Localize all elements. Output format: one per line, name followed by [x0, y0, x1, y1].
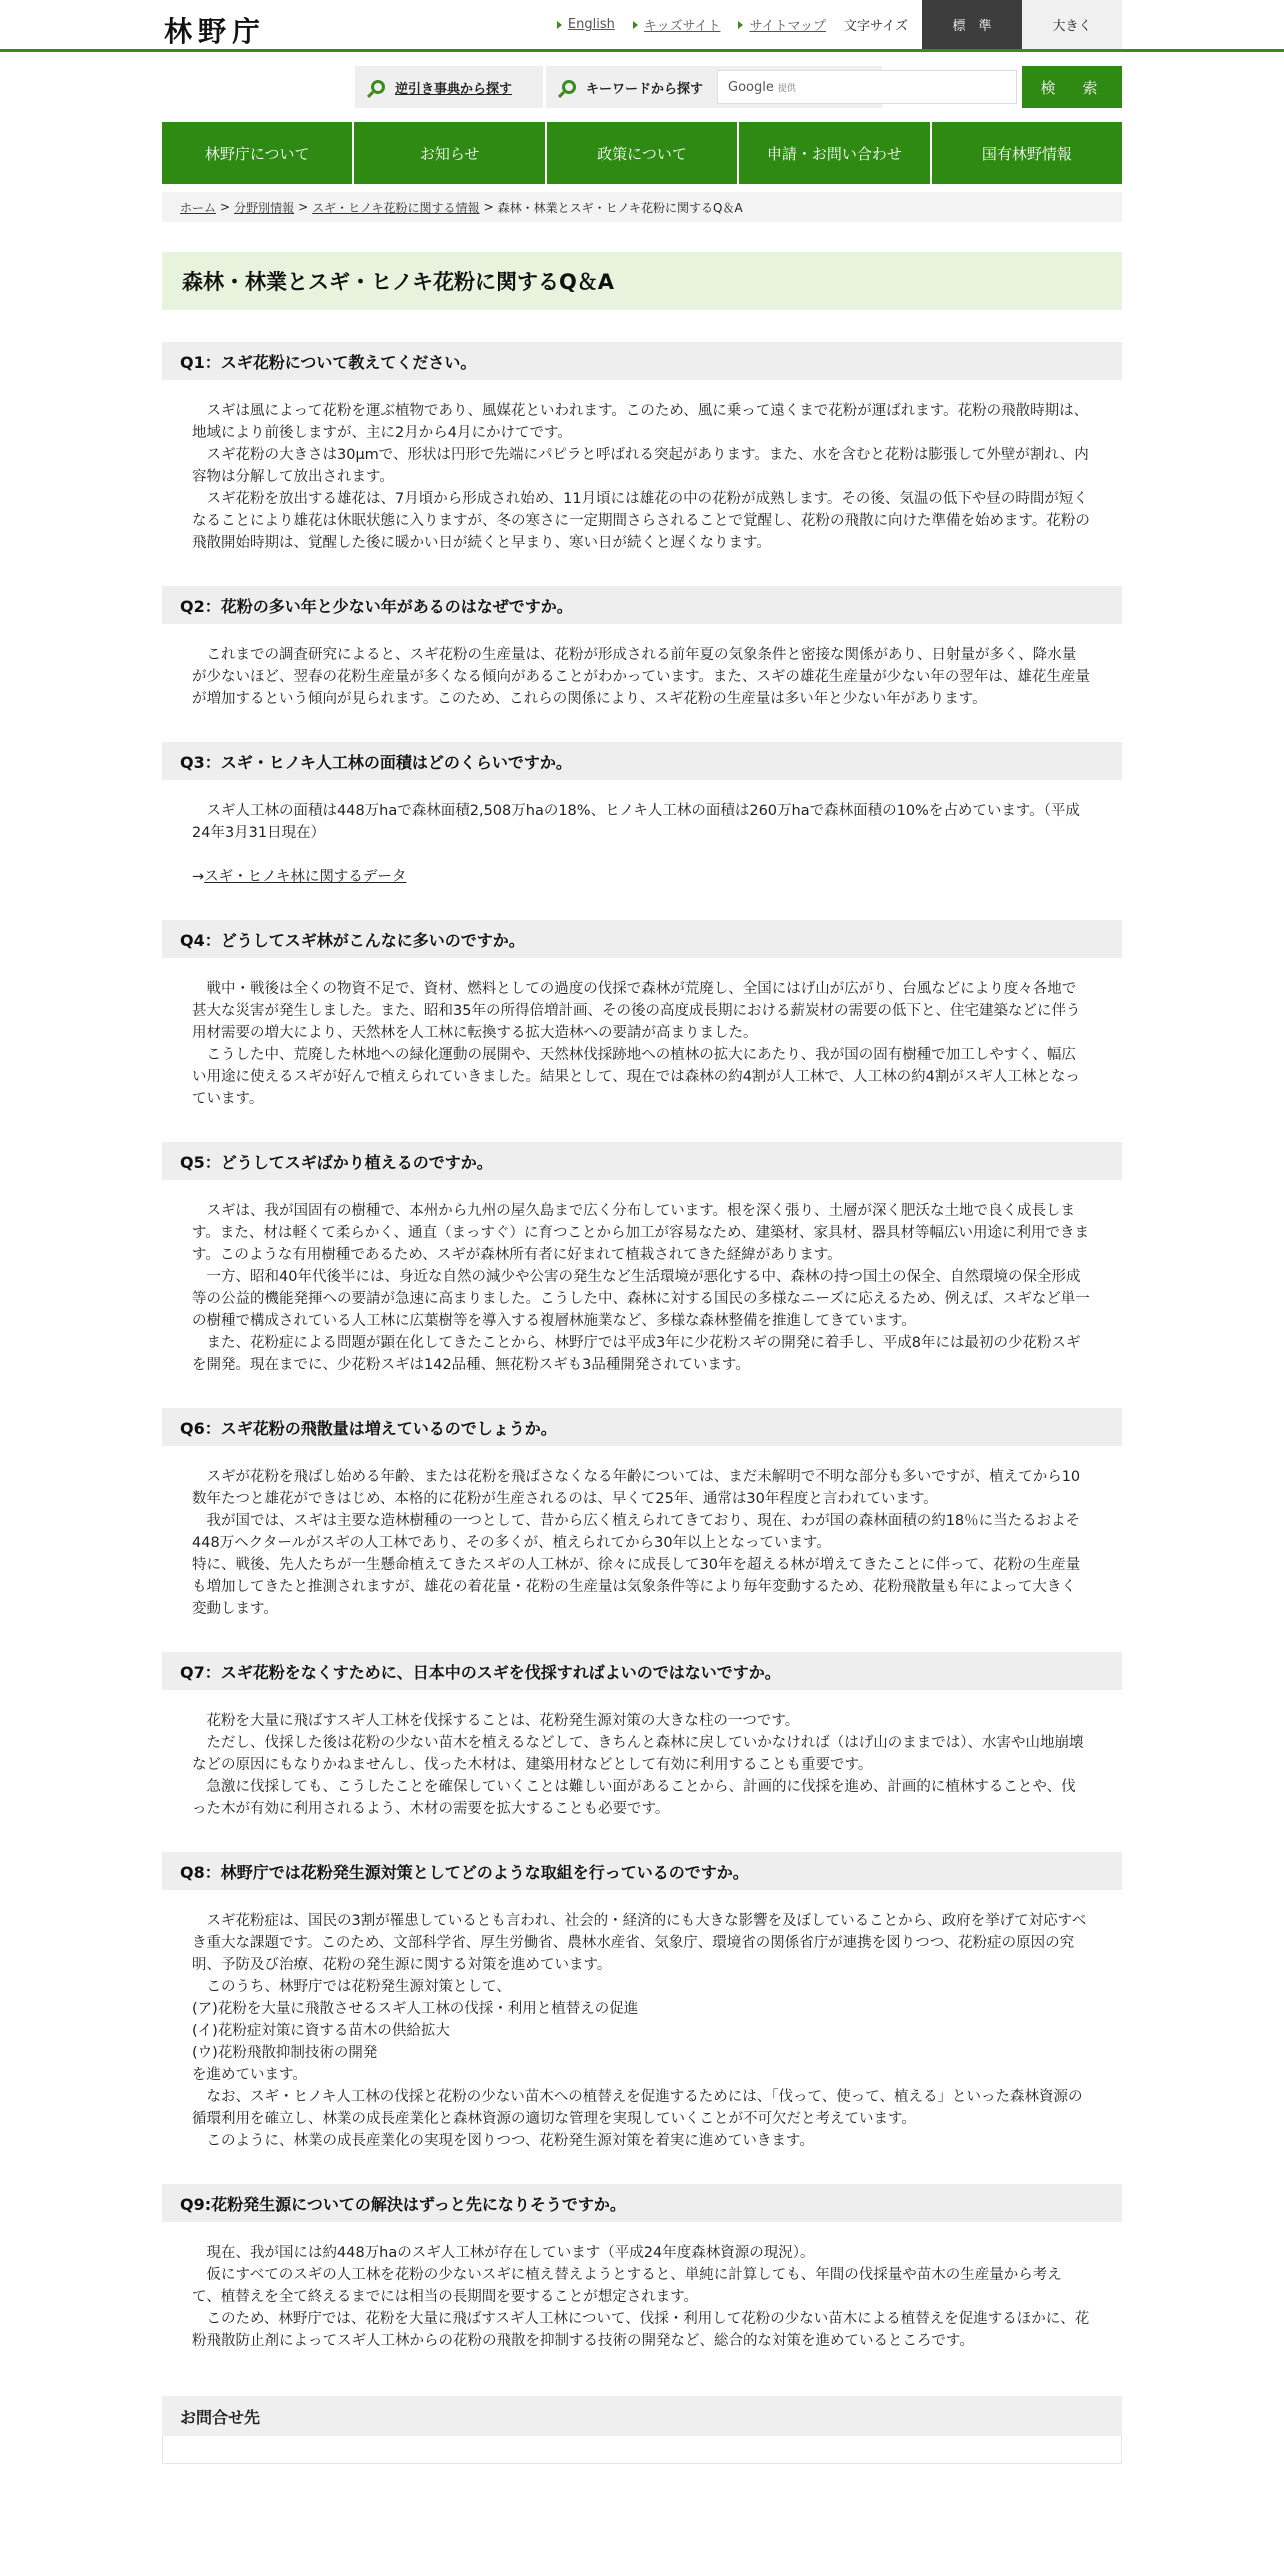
question-heading: Q1：スギ花粉について教えてください。 [162, 342, 1122, 380]
nav-item-policy[interactable]: 政策について [547, 122, 739, 184]
contact-box [162, 2436, 1122, 2464]
question-heading: Q7：スギ花粉をなくすために、日本中のスギを伐採すればよいのではないですか。 [162, 1652, 1122, 1690]
answer-paragraph: なお、スギ・ヒノキ人工林の伐採と花粉の少ない苗木への植替えを促進するためには、「伐って、使って、植える」といった森林資源の循環利用を確立し、林業の成長産業化と森林資源の適切な管理を実現していくことが不可欠だと考えています。 [192, 2089, 1083, 2127]
answer-body [162, 1690, 1122, 1820]
global-nav [162, 122, 1122, 184]
answer-paragraph: 仮にすべてのスギの人工林を花粉の少ないスギに植え替えようとすると、単純に計算しても、年間の伐採量や苗木の生産量から考えて、植替えを全て終えるまでには相当の長期間を要することが想定されます。 [192, 2267, 1062, 2305]
triangle-icon [633, 21, 638, 29]
faq-q3 [162, 742, 1122, 888]
search-icon [371, 80, 385, 94]
faq-q9 [162, 2184, 1122, 2352]
breadcrumb-pollen-info[interactable]: スギ・ヒノキ花粉に関する情報 [312, 200, 480, 215]
faq-q2 [162, 586, 1122, 710]
list-item: (ウ)花粉飛散抑制技術の開発 [192, 2045, 378, 2061]
faq-q5 [162, 1142, 1122, 1376]
search-input[interactable] [717, 70, 1017, 104]
answer-paragraph: を進めています。 [192, 2067, 307, 2083]
list-item: (ア)花粉を大量に飛散させるスギ人工林の伐採・利用と植替えの促進 [192, 2001, 639, 2017]
search-row [162, 66, 1122, 108]
nav-item-national-forest[interactable]: 国有林野情報 [981, 144, 1072, 163]
answer-paragraph: スギ花粉の大きさは30μmで、形状は円形で先端にパピラと呼ばれる突起があります。また、水を含むと花粉は膨張して外壁が割れ、内容物は分解して放出されます。 [192, 447, 1089, 485]
answer-paragraph: これまでの調査研究によると、スギ花粉の生産量は、花粉が形成される前年夏の気象条件と密接な関係があり、日射量が多く、降水量が少ないほど、翌春の花粉生産量が多くなる傾向があることがわかっています。また、スギの雄花生産量が少ない年の翌年は、雄花生産量が増加するという傾向が見られます。このため、これらの関係により、スギ花粉の生産量は多い年と少ない年があります。 [192, 647, 1090, 707]
arrow-icon: → [192, 869, 205, 885]
search-icon [562, 80, 576, 94]
faq-q6 [162, 1408, 1122, 1620]
answer-paragraph: ただし、伐採した後は花粉の少ない苗木を植えるなどして、きちんと森林に戻していかなければ（はげ山のままでは）、水害や山地崩壊などの原因にもなりかねませんし、伐った木材は、建築用材などとして有効に利用することも重要です。 [192, 1735, 1084, 1773]
answer-paragraph: スギ花粉を放出する雄花は、7月頃から形成され始め、11月頃には雄花の中の花粉が成熟します。その後、気温の低下や昼の時間が短くなることにより雄花は休眠状態に入りますが、冬の寒さに一定期間さらされることで覚醒し、花粉の飛散に向けた準備を始めます。花粉の飛散開始時期は、覚醒した後に暖かい日が続くと早まり、寒い日が続くと遅くなります。 [192, 491, 1090, 551]
main-content [162, 252, 1122, 2464]
google-provided-label: 提供 [777, 83, 796, 94]
answer-body [162, 780, 1122, 888]
page-title: 森林・林業とスギ・ヒノキ花粉に関するQ＆A [162, 252, 1122, 310]
answer-paragraph: このように、林業の成長産業化の実現を図りつつ、花粉発生源対策を着実に進めていきます。 [206, 2133, 814, 2149]
utility-bar [557, 0, 1122, 49]
answer-body [162, 958, 1122, 1110]
answer-body [162, 1890, 1122, 2152]
nav-item-about[interactable]: 林野庁について [162, 122, 354, 184]
font-size-large-button[interactable]: 大きく [1022, 0, 1122, 49]
question-heading: Q4：どうしてスギ林がこんなに多いのですか。 [162, 920, 1122, 958]
font-size-normal-button[interactable]: 標 準 [922, 0, 1022, 49]
triangle-icon [738, 21, 743, 29]
related-link-row [192, 866, 1090, 888]
breadcrumb: ホーム > 分野別情報 > スギ・ヒノキ花粉に関する情報 > 森林・林業とスギ・ヒノキ花粉に関するQ＆A [162, 192, 1122, 222]
answer-paragraph: 我が国では、スギは主要な造林樹種の一つとして、昔から広く植えられてきており、現在、わが国の森林面積の約18％に当たるおよそ448万ヘクタールがスギの人工林であり、その多くが、植えられてから30年以上となっています。 [192, 1513, 1081, 1551]
index-search-button[interactable]: 逆引き事典から探す [355, 66, 543, 108]
answer-body [162, 380, 1122, 554]
sugi-hinoki-data-link[interactable]: スギ・ヒノキ林に関するデータ [204, 869, 407, 885]
answer-body [162, 624, 1122, 710]
answer-paragraph: スギは、我が国固有の樹種で、本州から九州の屋久島まで広く分布しています。根を深く張り、土層が深く肥沃な土地で良く成長します。また、材は軽くて柔らかく、通直（まっすぐ）に育つことから加工が容易なため、建築材、家具材、器具材等幅広い用途に利用できます。このような有用樹種であるため、スギが森林所有者に好まれて植栽されてきた経緯があります。 [192, 1203, 1089, 1263]
answer-paragraph: スギは風によって花粉を運ぶ植物であり、風媒花といわれます。このため、風に乗って遠くまで花粉が運ばれます。花粉の飛散時期は、地域により前後しますが、主に2月から4月にかけてです。 [192, 403, 1089, 441]
answer-paragraph: また、花粉症による問題が顕在化してきたことから、林野庁では平成3年に少花粉スギの開発に着手し、平成8年には最初の少花粉スギを開発。現在までに、少花粉スギは142品種、無花粉スギも3品種開発されています。 [192, 1335, 1081, 1373]
answer-body [162, 2222, 1122, 2352]
kids-site-link[interactable]: キッズサイト [633, 15, 721, 34]
google-label: Google [728, 79, 774, 95]
question-heading: Q2：花粉の多い年と少ない年があるのはなぜですか。 [162, 586, 1122, 624]
answer-paragraph: このため、林野庁では、花粉を大量に飛ばすスギ人工林について、伐採・利用して花粉の少ない苗木による植替えを促進するほかに、花粉飛散防止剤によってスギ人工林からの花粉の飛散を抑制する技術の開発など、総合的な対策を進めているところです。 [192, 2311, 1090, 2349]
nav-item-news[interactable]: お知らせ [354, 122, 546, 184]
answer-paragraph: スギ人工林の面積は448万haで森林面積2,508万haの18%、ヒノキ人工林の面積は260万haで森林面積の10%を占めています。（平成24年3月31日現在） [192, 803, 1080, 841]
keyword-search-label: キーワードから探す [546, 66, 882, 108]
site-logo[interactable]: 林野庁 [164, 15, 267, 48]
site-header [0, 0, 1284, 52]
faq-q7 [162, 1652, 1122, 1820]
answer-paragraph: 急激に伐採しても、こうしたことを確保していくことは難しい面があることから、計画的に伐採を進め、計画的に植林することや、伐った木が有効に利用されるよう、木材の需要を拡大することも必要です。 [192, 1779, 1076, 1817]
faq-q8 [162, 1852, 1122, 2152]
answer-paragraph: 花粉を大量に飛ばすスギ人工林を伐採することは、花粉発生源対策の大きな柱の一つです。 [206, 1713, 800, 1729]
sitemap-link[interactable]: サイトマップ [738, 15, 826, 34]
breadcrumb-current: 森林・林業とスギ・ヒノキ花粉に関するQ＆A [497, 200, 743, 215]
faq-q4 [162, 920, 1122, 1110]
breadcrumb-home[interactable]: ホーム [180, 200, 217, 215]
english-link[interactable]: English [557, 17, 615, 32]
triangle-icon [557, 21, 562, 29]
contact-heading: お問合せ先 [162, 2396, 1122, 2436]
question-heading: Q8：林野庁では花粉発生源対策としてどのような取組を行っているのですか。 [162, 1852, 1122, 1890]
question-heading: Q6：スギ花粉の飛散量は増えているのでしょうか。 [162, 1408, 1122, 1446]
faq-q1 [162, 342, 1122, 554]
answer-paragraph: スギが花粉を飛ばし始める年齢、または花粉を飛ばさなくなる年齢については、まだ未解明で不明な部分も多いですが、植えてから10数年たつと雄花ができはじめ、本格的に花粉が生産されるのは、早くて25年、通常は30年程度と言われています。 [192, 1469, 1081, 1507]
search-submit-button[interactable]: 検 索 [1022, 66, 1122, 108]
answer-paragraph: スギ花粉症は、国民の3割が罹患しているとも言われ、社会的・経済的にも大きな影響を及ぼしていることから、政府を挙げて対応すべき重大な課題です。このため、文部科学省、厚生労働省、農林水産省、気象庁、環境省の関係省庁が連携を図りつつ、花粉症の原因の究明、予防及び治療、花粉の発生源に関する対策を進めています。 [192, 1913, 1087, 1973]
answer-body [162, 1180, 1122, 1376]
nav-item-application[interactable]: 申請・お問い合わせ [739, 122, 931, 184]
question-heading: Q9:花粉発生源についての解決はずっと先になりそうですか。 [162, 2184, 1122, 2222]
answer-paragraph: 戦中・戦後は全くの物資不足で、資材、燃料としての過度の伐採で森林が荒廃し、全国にはげ山が広がり、台風などにより度々各地で甚大な災害が発生しました。また、昭和35年の所得倍増計画、その後の高度成長期における薪炭材の需要の低下と、住宅建築などに伴う用材需要の増大により、天然林を人工林に転換する拡大造林への要請が高まりました。 [192, 981, 1081, 1041]
answer-paragraph: 一方、昭和40年代後半には、身近な自然の減少や公害の発生など生活環境が悪化する中、森林の持つ国土の保全、自然環境の保全形成等の公益的機能発揮への要請が急速に高まりました。こうした中、森林に対する国民の多様なニーズに応えるため、例えば、スギなど単一の樹種で構成されている人工林に広葉樹等を導入する複層林施業など、多様な森林整備を推進してきています。 [192, 1269, 1090, 1329]
answer-paragraph: こうした中、荒廃した林地への緑化運動の展開や、天然林伐採跡地への植林の拡大にあたり、我が国の固有樹種で加工しやすく、幅広い用途に使えるスギが好んで植えられていきました。結果として、現在では森林の約4割が人工林で、人工林の約4割がスギ人工林となっています。 [192, 1047, 1080, 1107]
question-heading: Q3：スギ・ヒノキ人工林の面積はどのくらいですか。 [162, 742, 1122, 780]
answer-body [162, 1446, 1122, 1620]
answer-paragraph: 現在、我が国には約448万haのスギ人工林が存在しています（平成24年度森林資源の現況）。 [206, 2245, 815, 2261]
font-size-label: 文字サイズ [844, 19, 908, 34]
answer-paragraph: 特に、戦後、先人たちが一生懸命植えてきたスギの人工林が、徐々に成長して30年を超える林が増えてきたことに伴って、花粉の生産量も増加してきたと推測されますが、雄花の着花量・花粉の生産量は気象条件等により毎年変動するため、花粉飛散量も年によって大きく変動します。 [192, 1557, 1081, 1617]
list-item: (イ)花粉症対策に資する苗木の供給拡大 [192, 2023, 450, 2039]
question-heading: Q5：どうしてスギばかり植えるのですか。 [162, 1142, 1122, 1180]
answer-paragraph: このうち、林野庁では花粉発生源対策として、 [206, 1979, 511, 1995]
breadcrumb-category[interactable]: 分野別情報 [234, 200, 295, 215]
